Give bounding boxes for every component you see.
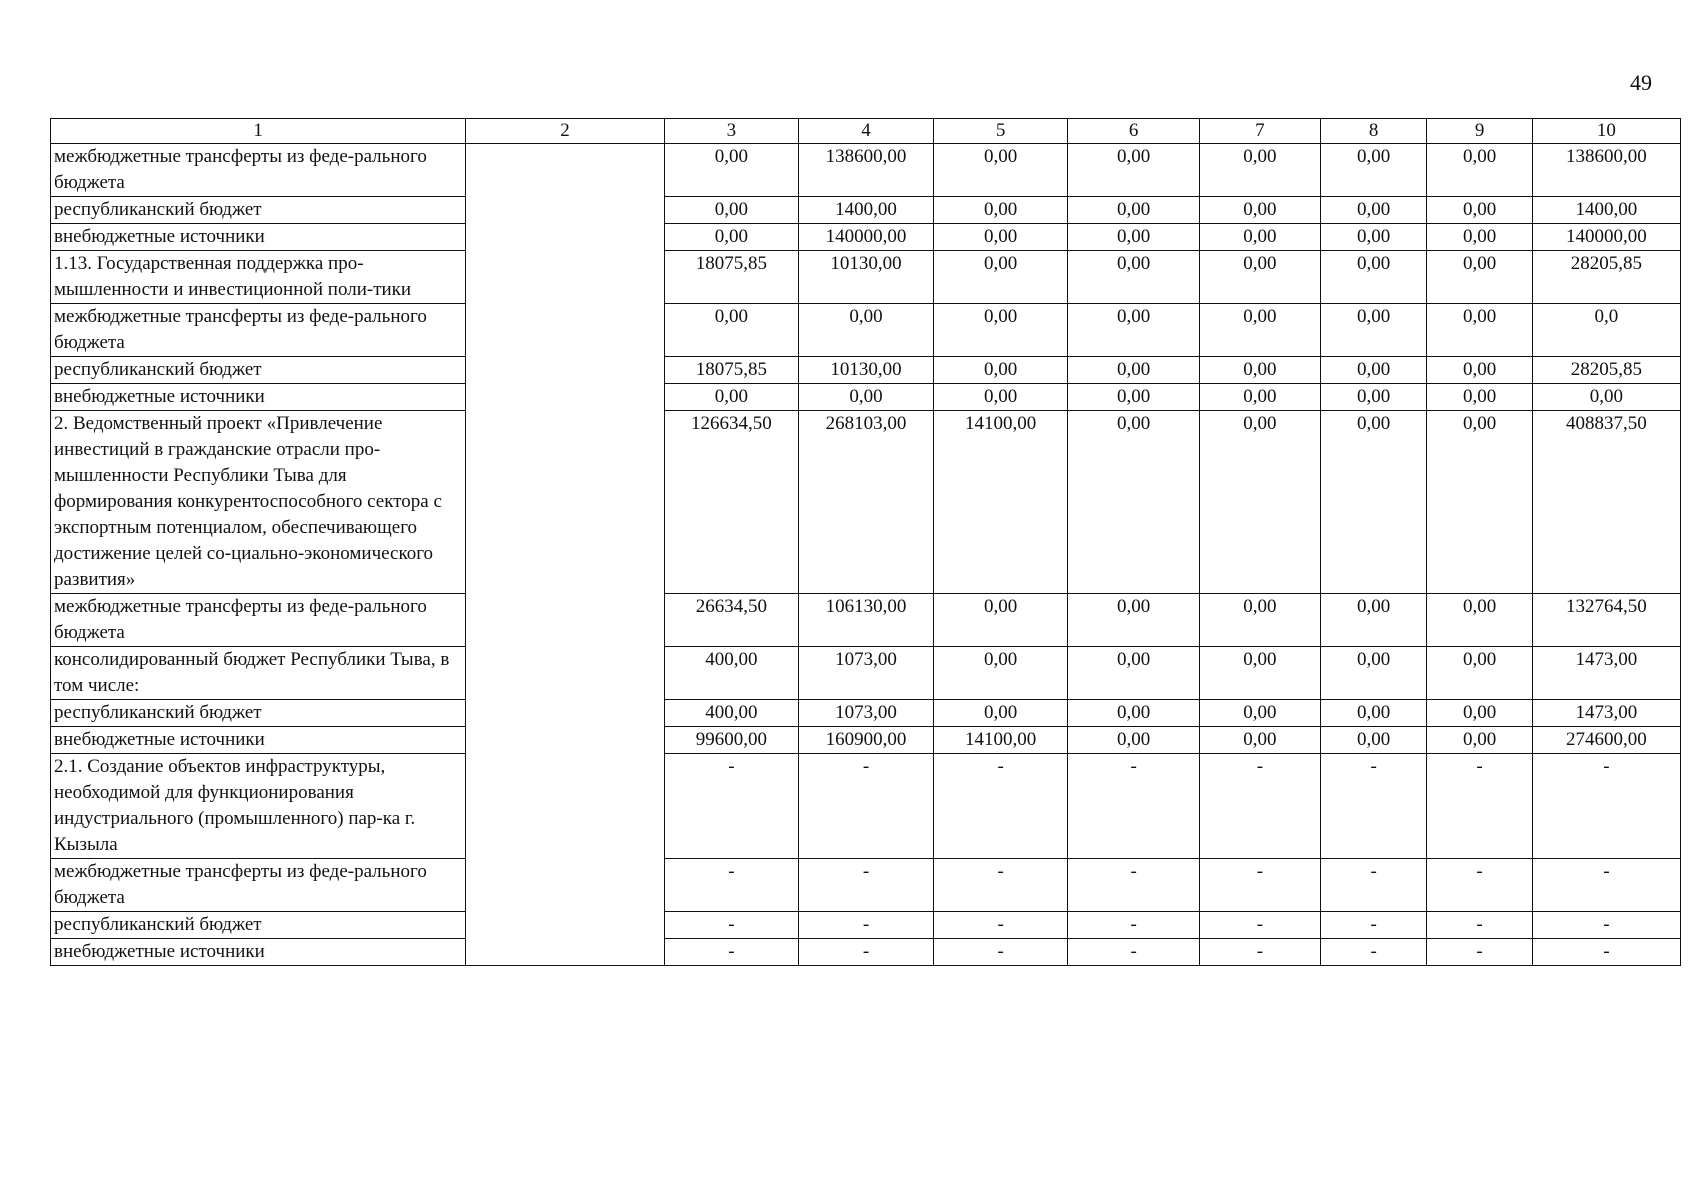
value-cell: 274600,00 xyxy=(1532,727,1680,754)
value-cell: 0,00 xyxy=(933,251,1068,304)
value-cell: 28205,85 xyxy=(1532,251,1680,304)
value-cell: 0,00 xyxy=(1199,647,1320,700)
value-cell: 0,00 xyxy=(1199,251,1320,304)
table-row xyxy=(51,912,1681,939)
value-cell: 14100,00 xyxy=(933,411,1068,594)
value-cell: - xyxy=(1532,939,1680,966)
value-cell: 0,00 xyxy=(1199,384,1320,411)
value-cell: 0,00 xyxy=(1427,197,1532,224)
value-cell: 0,00 xyxy=(1320,411,1426,594)
value-cell: 0,00 xyxy=(1320,224,1426,251)
value-cell: 0,00 xyxy=(933,700,1068,727)
value-cell: 0,00 xyxy=(1427,384,1532,411)
value-cell: 0,00 xyxy=(1068,357,1199,384)
value-cell: 0,00 xyxy=(1427,411,1532,594)
column-header: 3 xyxy=(664,119,799,144)
value-cell: 99600,00 xyxy=(664,727,799,754)
row-label: республиканский бюджет xyxy=(51,197,466,224)
column-header: 6 xyxy=(1068,119,1199,144)
table-row xyxy=(51,411,1681,594)
column-header: 10 xyxy=(1532,119,1680,144)
row-label: внебюджетные источники xyxy=(51,939,466,966)
value-cell: - xyxy=(1068,754,1199,859)
value-cell: 0,00 xyxy=(1427,224,1532,251)
value-cell: 126634,50 xyxy=(664,411,799,594)
value-cell: 0,00 xyxy=(664,224,799,251)
value-cell: 0,00 xyxy=(1068,251,1199,304)
value-cell: - xyxy=(664,859,799,912)
value-cell: 0,00 xyxy=(1068,594,1199,647)
value-cell: 0,00 xyxy=(933,384,1068,411)
value-cell: 0,00 xyxy=(1320,594,1426,647)
value-cell: 0,00 xyxy=(1199,700,1320,727)
table-row xyxy=(51,251,1681,304)
value-cell: 0,00 xyxy=(1199,304,1320,357)
value-cell: - xyxy=(1427,754,1532,859)
row-label: межбюджетные трансферты из феде-рального бюджета xyxy=(51,594,466,647)
value-cell: 106130,00 xyxy=(799,594,934,647)
row-label: межбюджетные трансферты из феде-рального бюджета xyxy=(51,859,466,912)
value-cell: - xyxy=(933,754,1068,859)
value-cell: 0,00 xyxy=(1427,727,1532,754)
value-cell: 0,00 xyxy=(1427,304,1532,357)
table-row xyxy=(51,700,1681,727)
value-cell: 0,00 xyxy=(933,594,1068,647)
row-label: внебюджетные источники xyxy=(51,224,466,251)
value-cell: 10130,00 xyxy=(799,357,934,384)
row-label: межбюджетные трансферты из феде-рального бюджета xyxy=(51,304,466,357)
value-cell: 0,00 xyxy=(933,357,1068,384)
value-cell: 400,00 xyxy=(664,647,799,700)
column-2-cell xyxy=(466,144,664,966)
value-cell: - xyxy=(1068,859,1199,912)
value-cell: - xyxy=(1532,912,1680,939)
value-cell: - xyxy=(1427,912,1532,939)
value-cell: - xyxy=(664,939,799,966)
value-cell: - xyxy=(1199,912,1320,939)
value-cell: - xyxy=(1199,939,1320,966)
value-cell: 28205,85 xyxy=(1532,357,1680,384)
value-cell: 0,00 xyxy=(1068,647,1199,700)
row-label: 2. Ведомственный проект «Привлечение инвестиций в гражданские отрасли про-мышленности Республики Тыва для формирования конкурентоспособного сектора с экспортным потенциалом, обеспечивающего достижение целей со-циально-экономического развития» xyxy=(51,411,466,594)
table-row xyxy=(51,357,1681,384)
value-cell: - xyxy=(664,754,799,859)
table-row xyxy=(51,197,1681,224)
table-row xyxy=(51,939,1681,966)
value-cell: 0,00 xyxy=(1199,224,1320,251)
value-cell: - xyxy=(1427,939,1532,966)
value-cell: 1073,00 xyxy=(799,700,934,727)
value-cell: 10130,00 xyxy=(799,251,934,304)
value-cell: 0,00 xyxy=(1320,384,1426,411)
value-cell: 0,00 xyxy=(1068,700,1199,727)
page-number: 49 xyxy=(1630,70,1652,95)
value-cell: - xyxy=(933,912,1068,939)
value-cell: 18075,85 xyxy=(664,357,799,384)
value-cell: 0,00 xyxy=(1068,197,1199,224)
value-cell: - xyxy=(1320,754,1426,859)
value-cell: 138600,00 xyxy=(1532,144,1680,197)
value-cell: - xyxy=(1427,859,1532,912)
value-cell: 0,00 xyxy=(1199,357,1320,384)
value-cell: 0,00 xyxy=(1532,384,1680,411)
value-cell: - xyxy=(933,859,1068,912)
value-cell: 0,00 xyxy=(1320,727,1426,754)
value-cell: 0,00 xyxy=(933,224,1068,251)
column-header: 2 xyxy=(466,119,664,144)
value-cell: 0,00 xyxy=(799,304,934,357)
value-cell: - xyxy=(1320,859,1426,912)
value-cell: 0,00 xyxy=(1068,304,1199,357)
row-label: республиканский бюджет xyxy=(51,357,466,384)
value-cell: 0,00 xyxy=(1068,384,1199,411)
table-row xyxy=(51,594,1681,647)
value-cell: 0,00 xyxy=(933,647,1068,700)
value-cell: - xyxy=(799,912,934,939)
value-cell: 0,00 xyxy=(1199,411,1320,594)
row-label: межбюджетные трансферты из феде-рального бюджета xyxy=(51,144,466,197)
value-cell: 400,00 xyxy=(664,700,799,727)
value-cell: 0,00 xyxy=(1320,304,1426,357)
value-cell: - xyxy=(799,939,934,966)
value-cell: - xyxy=(1068,939,1199,966)
value-cell: 0,0 xyxy=(1532,304,1680,357)
column-header: 1 xyxy=(51,119,466,144)
value-cell: 140000,00 xyxy=(1532,224,1680,251)
value-cell: 0,00 xyxy=(1427,144,1532,197)
value-cell: 0,00 xyxy=(1320,647,1426,700)
value-cell: 140000,00 xyxy=(799,224,934,251)
value-cell: 1473,00 xyxy=(1532,700,1680,727)
value-cell: - xyxy=(1199,754,1320,859)
table-row xyxy=(51,727,1681,754)
value-cell: 0,00 xyxy=(664,304,799,357)
column-header: 4 xyxy=(799,119,934,144)
value-cell: - xyxy=(799,859,934,912)
value-cell: 0,00 xyxy=(664,144,799,197)
value-cell: 160900,00 xyxy=(799,727,934,754)
value-cell: - xyxy=(1320,912,1426,939)
value-cell: - xyxy=(1199,859,1320,912)
row-label: внебюджетные источники xyxy=(51,384,466,411)
table-row xyxy=(51,304,1681,357)
table-row xyxy=(51,384,1681,411)
value-cell: 0,00 xyxy=(1320,144,1426,197)
value-cell: 0,00 xyxy=(1427,357,1532,384)
header-row xyxy=(51,119,1681,144)
value-cell: 1400,00 xyxy=(1532,197,1680,224)
value-cell: 0,00 xyxy=(1320,197,1426,224)
value-cell: 0,00 xyxy=(1427,594,1532,647)
value-cell: 0,00 xyxy=(799,384,934,411)
value-cell: 0,00 xyxy=(1320,251,1426,304)
value-cell: 0,00 xyxy=(1427,251,1532,304)
value-cell: - xyxy=(1320,939,1426,966)
value-cell: 0,00 xyxy=(1068,224,1199,251)
value-cell: 0,00 xyxy=(1068,727,1199,754)
value-cell: 0,00 xyxy=(1320,357,1426,384)
value-cell: 0,00 xyxy=(664,384,799,411)
value-cell: 0,00 xyxy=(1199,197,1320,224)
value-cell: - xyxy=(1532,754,1680,859)
table-row xyxy=(51,224,1681,251)
table-row xyxy=(51,754,1681,859)
value-cell: 1400,00 xyxy=(799,197,934,224)
table-row xyxy=(51,144,1681,197)
row-label: 2.1. Создание объектов инфраструктуры, необходимой для функционирования индустриального (промышленного) пар-ка г. Кызыла xyxy=(51,754,466,859)
value-cell: 138600,00 xyxy=(799,144,934,197)
table-row xyxy=(51,647,1681,700)
value-cell: 0,00 xyxy=(1427,700,1532,727)
value-cell: 0,00 xyxy=(1199,727,1320,754)
row-label: республиканский бюджет xyxy=(51,700,466,727)
value-cell: 0,00 xyxy=(664,197,799,224)
value-cell: 14100,00 xyxy=(933,727,1068,754)
value-cell: 132764,50 xyxy=(1532,594,1680,647)
value-cell: 26634,50 xyxy=(664,594,799,647)
row-label: консолидированный бюджет Республики Тыва, в том числе: xyxy=(51,647,466,700)
column-header: 8 xyxy=(1320,119,1426,144)
value-cell: 0,00 xyxy=(1199,594,1320,647)
value-cell: 0,00 xyxy=(1199,144,1320,197)
value-cell: 0,00 xyxy=(933,197,1068,224)
value-cell: - xyxy=(933,939,1068,966)
column-header: 5 xyxy=(933,119,1068,144)
table-row xyxy=(51,859,1681,912)
table-body xyxy=(51,144,1681,966)
value-cell: - xyxy=(1532,859,1680,912)
value-cell: 408837,50 xyxy=(1532,411,1680,594)
column-header: 9 xyxy=(1427,119,1532,144)
row-label: 1.13. Государственная поддержка про-мышленности и инвестиционной поли-тики xyxy=(51,251,466,304)
value-cell: - xyxy=(799,754,934,859)
value-cell: 0,00 xyxy=(1068,411,1199,594)
row-label: республиканский бюджет xyxy=(51,912,466,939)
value-cell: - xyxy=(664,912,799,939)
value-cell: - xyxy=(1068,912,1199,939)
value-cell: 18075,85 xyxy=(664,251,799,304)
value-cell: 0,00 xyxy=(1427,647,1532,700)
value-cell: 1473,00 xyxy=(1532,647,1680,700)
value-cell: 0,00 xyxy=(1068,144,1199,197)
value-cell: 0,00 xyxy=(933,304,1068,357)
row-label: внебюджетные источники xyxy=(51,727,466,754)
value-cell: 0,00 xyxy=(1320,700,1426,727)
value-cell: 1073,00 xyxy=(799,647,934,700)
column-header: 7 xyxy=(1199,119,1320,144)
budget-table xyxy=(50,118,1681,966)
value-cell: 268103,00 xyxy=(799,411,934,594)
value-cell: 0,00 xyxy=(933,144,1068,197)
